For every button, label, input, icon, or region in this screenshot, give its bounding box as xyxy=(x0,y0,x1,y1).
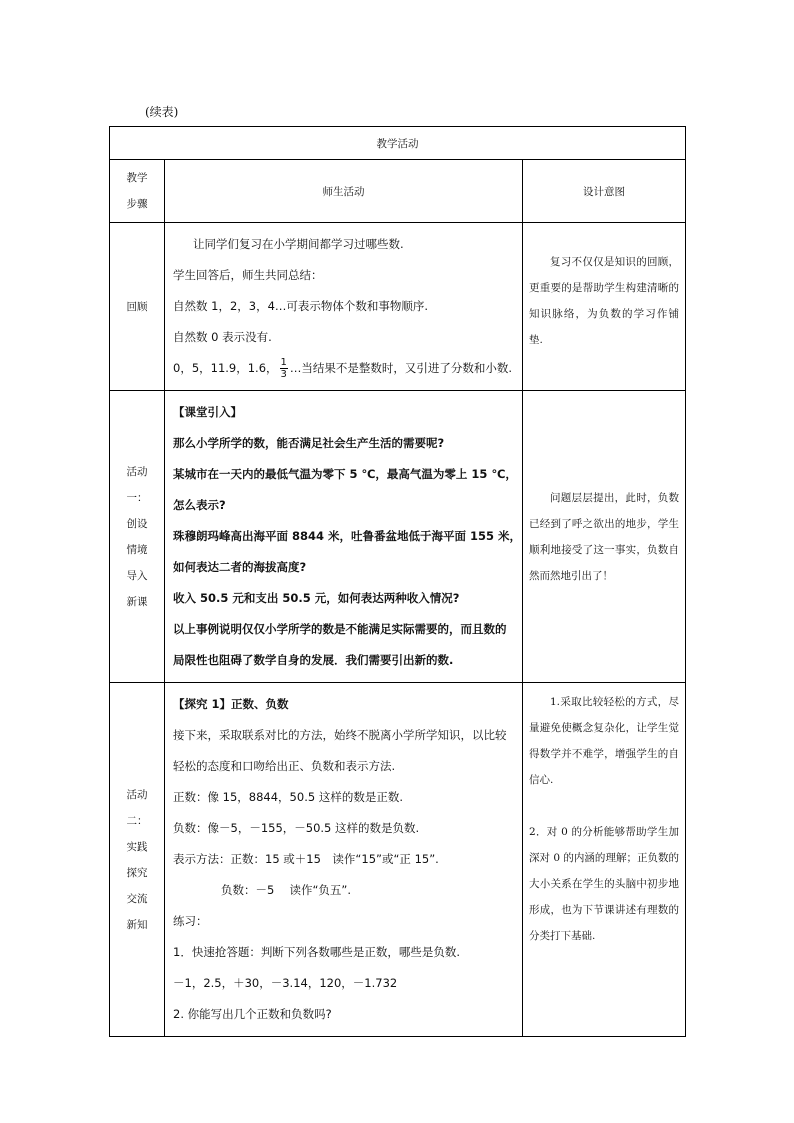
content-line: 负数：－5 读作“负五”. xyxy=(221,883,352,897)
step-label: 活动 xyxy=(126,788,148,801)
content-line-fraction xyxy=(173,353,514,384)
content-line xyxy=(173,689,514,720)
step-label: 新知 xyxy=(126,918,148,931)
content-line: 怎么表示? xyxy=(173,498,226,512)
header-step-line: 教学 xyxy=(126,172,148,184)
step-label: 活动 xyxy=(126,465,148,478)
step-label: 探究 xyxy=(126,866,148,879)
step-label: 二： xyxy=(126,814,148,827)
content-line: 练习： xyxy=(173,914,208,928)
fraction-after: …当结果不是整数时，又引进了分数和小数. xyxy=(289,361,513,375)
intent-paragraph: 2．对 0 的分析能够帮助学生加深对 0 的内涵的理解；正负数的大小关系在学生的头脑中初步地形成，也为下节课讲述有理数的分类打下基础. xyxy=(529,826,680,942)
content-line: 珠穆朗玛峰高出海平面 8844 米，吐鲁番盆地低于海平面 155 米， xyxy=(173,529,522,543)
intent-paragraph: 复习不仅仅是知识的回顾，更重要的是帮助学生构建清晰的知识脉络，为负数的学习作铺垫. xyxy=(529,256,680,346)
content-line: 某城市在一天内的最低气温为零下 5 ℃，最高气温为零上 15 ℃， xyxy=(173,467,517,481)
content-line: 以上事例说明仅仅小学所学的数是不能满足实际需要的，而且数的 xyxy=(173,622,507,636)
step-label: 交流 xyxy=(126,892,148,905)
continued-label: (续表) xyxy=(145,105,179,119)
intent-activity-one xyxy=(523,391,686,683)
content-line: 局限性也阻碍了数学自身的发展．我们需要引出新的数. xyxy=(173,653,454,667)
fraction-denominator: 3 xyxy=(280,369,287,380)
content-line: 2. 你能写出几个正数和负数吗? xyxy=(173,1007,332,1021)
intent-review xyxy=(523,223,686,391)
fraction-before: 0，5，11.9，1.6， xyxy=(173,361,278,375)
content-line: 轻松的态度和口吻给出正、负数和表示方法. xyxy=(173,759,396,773)
content-line: 正数：像 15，8844，50.5 这样的数是正数. xyxy=(173,790,403,804)
content-line: 让同学们复习在小学期间都学习过哪些数. xyxy=(193,237,404,251)
table-title: 教学活动 xyxy=(110,127,686,160)
step-label: 创设 xyxy=(126,517,148,530)
step-label: 回顾 xyxy=(126,300,148,313)
activity-one-content xyxy=(165,391,523,683)
intent-paragraph: 1.采取比较轻松的方式，尽量避免使概念复杂化，让学生觉得数学并不难学，增强学生的自信心. xyxy=(529,696,680,786)
header-activity: 师生活动 xyxy=(165,160,523,223)
content-line: 自然数 1，2，3，4…可表示物体个数和事物顺序. xyxy=(173,299,429,313)
activity-two-content xyxy=(165,683,523,1037)
intent-paragraph: 问题层层提出，此时，负数已经到了呼之欲出的地步，学生顺利地接受了这一事实，负数自然而然地引出了！ xyxy=(529,491,680,582)
activity-review xyxy=(165,223,523,391)
header-step-line: 步骤 xyxy=(126,198,148,210)
header-intent: 设计意图 xyxy=(523,160,686,223)
content-line: 收入 50.5 元和支出 50.5 元，如何表达两种收入情况? xyxy=(173,591,460,605)
fraction-one-third xyxy=(280,357,288,380)
step-activity-two xyxy=(110,683,165,1037)
content-line: 学生回答后，师生共同总结： xyxy=(173,268,323,282)
step-activity-one xyxy=(110,391,165,683)
intent-activity-two xyxy=(523,683,686,1037)
step-label: 导入 xyxy=(126,569,148,582)
content-line: 接下来，采取联系对比的方法，始终不脱离小学所学知识，以比较 xyxy=(173,728,507,742)
step-label: 实践 xyxy=(126,840,148,853)
step-label: 新课 xyxy=(126,595,148,608)
content-line: －1，2.5，＋30，－3.14，120，－1.732 xyxy=(173,976,398,990)
step-review xyxy=(110,223,165,391)
step-label: 情境 xyxy=(126,543,148,556)
content-line: 负数：像－5，－155，－50.5 这样的数是负数. xyxy=(173,821,420,835)
content-line: 【课堂引入】 xyxy=(173,405,242,419)
content-line: 那么小学所学的数，能否满足社会生产生活的需要呢? xyxy=(173,436,445,450)
header-step xyxy=(110,160,165,223)
content-line: 如何表达二者的海拔高度? xyxy=(173,560,307,574)
fraction-numerator: 1 xyxy=(280,357,287,368)
content-line: 1．快速抢答题：判断下列各数哪些是正数，哪些是负数. xyxy=(173,945,460,959)
step-label: 一： xyxy=(126,491,148,504)
content-line: 自然数 0 表示没有. xyxy=(173,330,272,344)
explore-tag: 【探究 1】正数、负数 xyxy=(173,697,289,711)
teaching-activity-table xyxy=(109,126,686,1037)
content-line: 表示方法：正数：15 或＋15 读作“15”或“正 15”. xyxy=(173,852,439,866)
